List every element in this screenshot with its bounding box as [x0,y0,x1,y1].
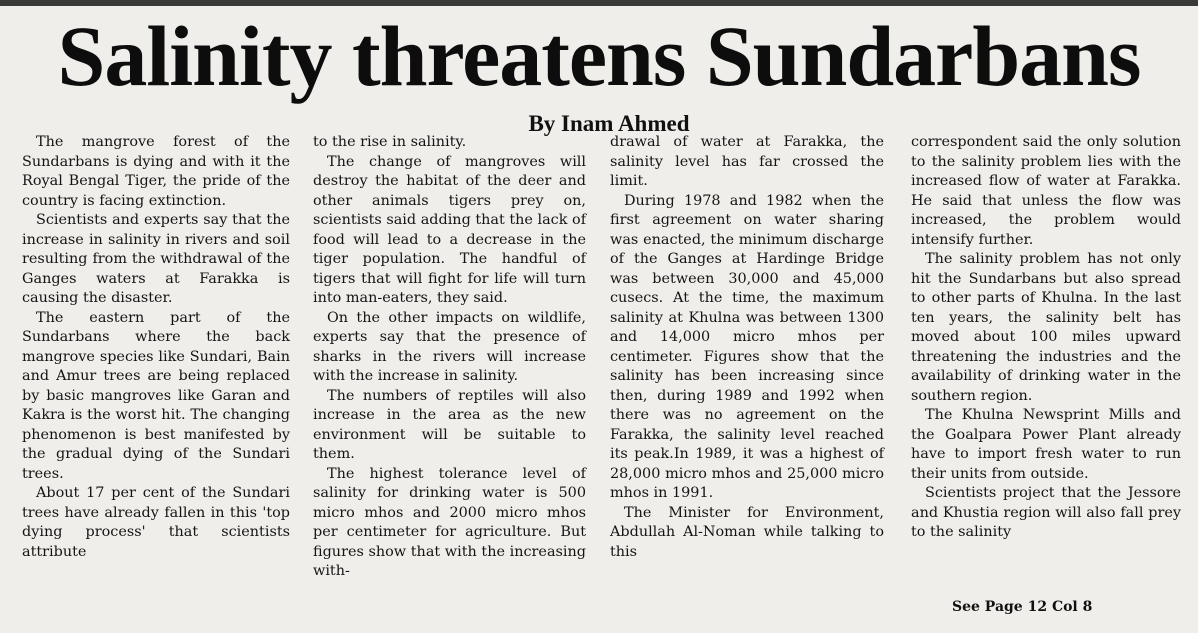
paragraph: correspondent said the only solution to the salinity problem lies with the increased flow of water at Farakka. He said that unless the flow was increased, the problem would intensify further. [911,134,1181,248]
paragraph: The salinity problem has not only hit the Sundarbans but also spread to other parts of Khulna. In the last ten years, the salinity belt has moved about 100 miles upward threatening the industries and the availability of drinking water in the southern region. [911,251,1181,404]
paragraph: Scientists project that the Jessore and Khustia region will also fall prey to the salinity [911,485,1181,540]
paragraph: The Khulna Newsprint Mills and the Goalpara Power Plant already have to import fresh water to run their units from outside. [911,407,1181,482]
paragraph: The highest tolerance level of salinity for drinking water is 500 micro mhos and 2000 micro mhos per centimeter for agriculture. But figures show that with the increasing with- [313,465,586,579]
paragraph: Scientists and experts say that the increase in salinity in rivers and soil resulting from the withdrawal of the Ganges waters at Farakka is causing the disaster. [22,212,290,306]
paragraph: On the other impacts on wildlife, experts say that the presence of sharks in the rivers will increase with the increase in salinity. [313,309,586,384]
paragraph: The eastern part of the Sundarbans where the back mangrove species like Sundari, Bain and Amur trees are being replaced by basic mangroves like Garan and Kakra is the worst hit. The changing phenomenon is best manifested by the gradual dying of the Sundari trees. [22,309,290,482]
continuation-jump-line: See Page 12 Col 8 [952,599,1093,615]
headline: Salinity threatens Sundarbans [57,8,1141,104]
paragraph: During 1978 and 1982 when the first agreement on water sharing was enacted, the minimum discharge of the Ganges at Hardinge Bridge was between 30,000 and 45,000 cusecs. At the time, the maximum salinity at Khulna was between 1300 and 14,000 micro mhos per centimeter. Figures show that the salinity has been increasing since then, during 1989 and 1992 when there was no agreement on the Farakka, the salinity level reached its peak.In 1989, it was a highest of 28,000 micro mhos and 25,000 micro mhos in 1991. [610,192,884,501]
paragraph: About 17 per cent of the Sundari trees have already fallen in this 'top dying process' that scientists attribute [22,485,290,560]
paragraph: drawal of water at Farakka, the salinity level has far crossed the limit. [610,134,884,189]
paragraph: The numbers of reptiles will also increase in the area as the new environment will be suitable to them. [313,387,586,462]
article-column-2 [313,133,586,582]
paragraph: The mangrove forest of the Sundarbans is dying and with it the Royal Bengal Tiger, the pride of the country is facing extinction. [22,134,290,209]
paragraph: The Minister for Environment, Abdullah Al-Noman while talking to this [610,504,884,560]
byline: By Inam Ahmed [528,111,690,136]
top-rule [0,0,1198,6]
paragraph: to the rise in salinity. [313,134,467,150]
article-column-4 [911,133,1181,543]
paragraph: The change of mangroves will destroy the habitat of the deer and other animals tigers prey on, scientists said adding that the lack of food will lead to a decrease in the tiger population. The handful of tigers that will fight for life will turn into man-eaters, they said. [313,153,587,306]
article-column-1 [22,133,290,562]
article-column-3 [610,133,884,562]
